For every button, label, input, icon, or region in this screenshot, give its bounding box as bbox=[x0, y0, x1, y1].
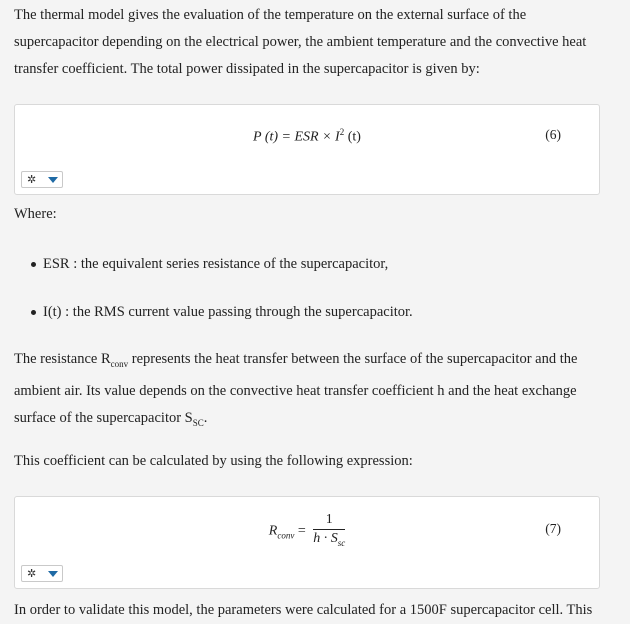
equation-7-denominator bbox=[313, 530, 345, 552]
equation-box-6 bbox=[14, 104, 600, 195]
gear-icon: ✲ bbox=[27, 173, 37, 186]
expression-intro: This coefficient can be calculated by using the following expression: bbox=[14, 453, 413, 469]
gear-icon: ✲ bbox=[27, 567, 37, 580]
equation-7-equals: = bbox=[294, 523, 310, 539]
surface-subscript: SC bbox=[192, 417, 204, 428]
equation-6-exponent: 2 bbox=[339, 127, 345, 137]
equation-7-den-text: h · S bbox=[313, 531, 338, 546]
validation-paragraph: In order to validate this model, the parameters were calculated for a 1500F supercapacitor cell. This bbox=[14, 602, 593, 618]
math-menu-button[interactable] bbox=[21, 565, 63, 582]
chevron-down-icon bbox=[48, 177, 58, 183]
equation-7-den-subscript: sc bbox=[337, 537, 346, 548]
equation-6-rhs: (t) bbox=[344, 129, 361, 145]
resistance-text-c: . bbox=[203, 409, 208, 426]
chevron-down-icon bbox=[48, 571, 58, 577]
equation-6-lhs: P (t) = ESR × I bbox=[253, 129, 340, 145]
resistance-text-b: represents the heat transfer between the surface of the supercapacitor and the ambient air. Its value depends on the convective heat transfer coefficient h and the heat exchange surface of the supercapacitor S bbox=[14, 351, 578, 426]
list-item: I(t) : the RMS current value passing through the supercapacitor. bbox=[30, 302, 413, 322]
equation-7-number: (7) bbox=[545, 521, 561, 536]
equation-7 bbox=[15, 511, 599, 552]
equation-7-lhs-subscript: conv bbox=[277, 530, 295, 541]
equation-7-lhs: R bbox=[268, 523, 278, 539]
equation-box-7 bbox=[14, 496, 600, 589]
intro-paragraph: The thermal model gives the evaluation of the temperature on the external surface of the supercapacitor depending on the electrical power, the ambient temperature and the convective heat transfer coefficient. The total power dissipated in the supercapacitor is given by: bbox=[14, 7, 587, 77]
equation-7-fraction bbox=[313, 511, 345, 552]
equation-6-number: (6) bbox=[545, 127, 561, 142]
where-label: Where: bbox=[14, 206, 57, 222]
equation-7-numerator: 1 bbox=[313, 511, 345, 530]
resistance-subscript: conv bbox=[110, 358, 129, 369]
equation-6 bbox=[15, 127, 599, 146]
math-menu-button[interactable] bbox=[21, 171, 63, 188]
list-item: ESR : the equivalent series resistance of the supercapacitor, bbox=[30, 254, 413, 274]
resistance-text-a: The resistance R bbox=[14, 351, 111, 367]
resistance-paragraph bbox=[14, 346, 614, 437]
definition-list bbox=[30, 254, 413, 350]
